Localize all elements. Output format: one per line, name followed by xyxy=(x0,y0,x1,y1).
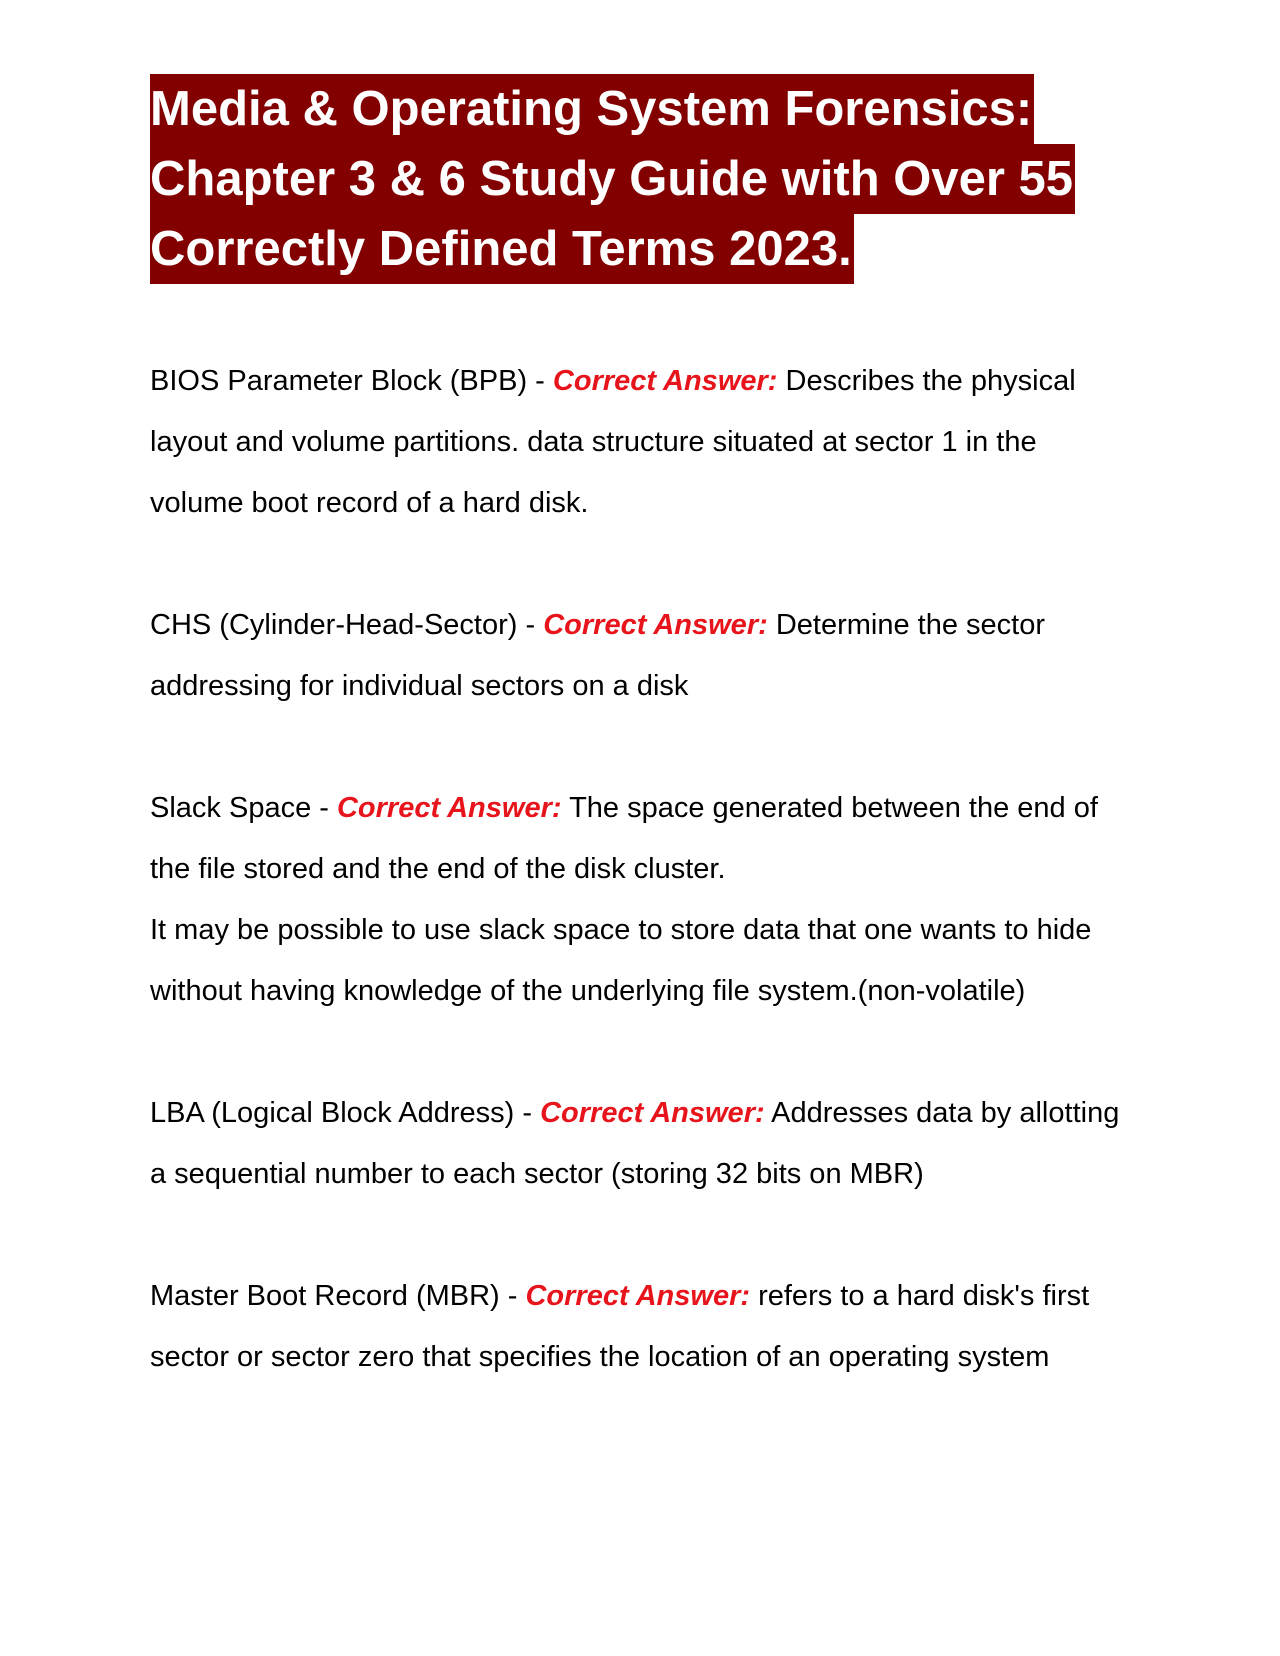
term-separator: - xyxy=(514,1097,541,1129)
term-definition-paragraph xyxy=(150,595,1130,717)
term-separator: - xyxy=(527,365,553,397)
term-entry-bpb xyxy=(150,351,1130,534)
term-definition: Describes the physical layout and volume partitions. data structure situated at sector 1 in the volume boot record of a hard disk. xyxy=(150,365,1076,519)
term-extra-paragraph: It may be possible to use slack space to store data that one wants to hide without having knowledge of the underlying file system.(non-volatile) xyxy=(150,914,1092,1007)
term-definition: Addresses data by allotting a sequential number to each sector (storing 32 bits on MBR) xyxy=(150,1097,1120,1190)
term-definition-paragraph xyxy=(150,351,1130,534)
term-definition: Determine the sector addressing for individual sectors on a disk xyxy=(150,609,1045,702)
term-name: CHS (Cylinder-Head-Sector) xyxy=(150,609,518,641)
page-title xyxy=(150,74,1150,284)
correct-answer-label: Correct Answer: xyxy=(543,609,768,641)
term-name: BIOS Parameter Block (BPB) xyxy=(150,365,528,397)
term-separator: - xyxy=(499,1280,526,1312)
title-line-2: Chapter 3 & 6 Study Guide with Over 55 xyxy=(150,144,1150,214)
correct-answer-label: Correct Answer: xyxy=(336,792,562,824)
term-entry-slack-space xyxy=(150,778,1130,1022)
term-entry-chs xyxy=(150,595,1130,717)
correct-answer-label: Correct Answer: xyxy=(552,365,778,397)
correct-answer-label: Correct Answer: xyxy=(525,1280,751,1312)
term-entry-lba xyxy=(150,1083,1130,1205)
term-separator: - xyxy=(517,609,544,641)
term-name: LBA (Logical Block Address) xyxy=(150,1097,515,1129)
title-line-3: Correctly Defined Terms 2023. xyxy=(150,214,1150,284)
term-separator: - xyxy=(311,792,337,824)
term-definition-paragraph xyxy=(150,1266,1130,1388)
term-list xyxy=(150,351,1130,1449)
term-definition-paragraph xyxy=(150,778,1130,900)
term-name: Slack Space xyxy=(150,792,312,824)
term-entry-mbr xyxy=(150,1266,1130,1388)
correct-answer-label: Correct Answer: xyxy=(540,1097,765,1129)
term-definition: The space generated between the end of the file stored and the end of the disk cluster. xyxy=(150,792,1098,885)
term-name: Master Boot Record (MBR) xyxy=(150,1280,500,1312)
term-definition: refers to a hard disk's first sector or sector zero that specifies the location of an operating system xyxy=(150,1280,1090,1373)
title-line-1: Media & Operating System Forensics: xyxy=(150,74,1150,144)
term-definition-paragraph xyxy=(150,1083,1130,1205)
